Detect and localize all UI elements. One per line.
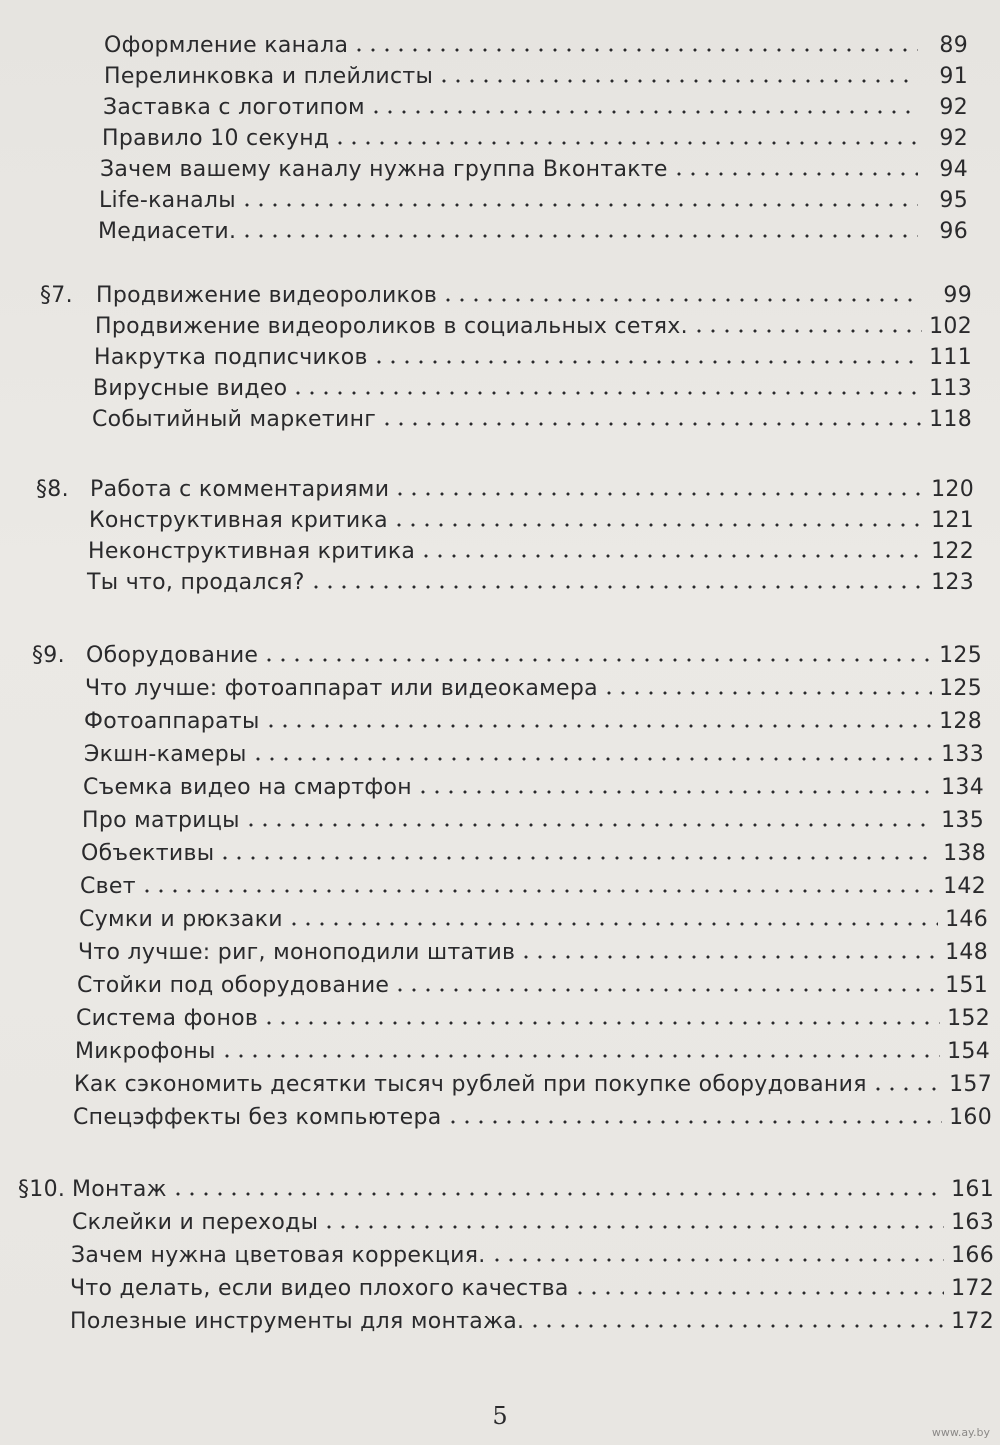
toc-entry — [0, 1302, 1000, 1335]
dot-leader — [372, 359, 922, 365]
toc-entry — [0, 183, 1000, 214]
toc-entry-title: Как сэкономить десятки тысяч рублей при покупке оборудования — [74, 1072, 867, 1097]
toc-entry-page: 113 — [929, 376, 972, 401]
toc-entry — [0, 152, 1000, 183]
toc-entry — [0, 669, 1000, 702]
dot-leader — [262, 657, 932, 663]
dot-leader — [240, 233, 918, 239]
toc-entry-title: Что лучше: фотоаппарат или видеокамера — [85, 676, 598, 701]
toc-entry-page: 152 — [947, 1006, 990, 1031]
toc-entry-title: Зачем нужна цветовая коррекция. — [71, 1243, 486, 1268]
toc-entry — [0, 309, 1000, 340]
toc-entry-page: 128 — [939, 709, 982, 734]
dot-leader — [871, 1086, 942, 1092]
toc-entry — [0, 801, 1000, 834]
toc-entry-title: Свет — [80, 874, 136, 899]
toc-section-8 — [0, 472, 1000, 596]
toc-entry-page: 157 — [949, 1072, 992, 1097]
toc-entry-title: Сумки и рюкзаки — [79, 907, 283, 932]
toc-entry — [0, 702, 1000, 735]
toc-entry-title: Что делать, если видео плохого качества — [70, 1276, 569, 1301]
toc-entry-page: 151 — [945, 973, 988, 998]
dot-leader — [573, 1290, 944, 1296]
dot-leader — [309, 584, 924, 590]
toc-entry-title: Конструктивная критика — [89, 508, 388, 533]
dot-leader — [322, 1224, 944, 1230]
toc-chapter-title: Работа с комментариями — [90, 477, 390, 502]
toc-entry-title: Что лучше: риг, моноподили штатив — [78, 940, 516, 965]
toc-section-6 — [0, 28, 1000, 245]
toc-entry — [0, 834, 1000, 867]
toc-entry-page: 163 — [951, 1210, 994, 1235]
toc-entry — [0, 371, 1000, 402]
toc-entry-page: 94 — [939, 157, 968, 182]
toc-chapter-title: Оборудование — [86, 643, 259, 668]
toc-chapter-row — [0, 1170, 1000, 1203]
toc-entry-page: 148 — [945, 940, 988, 965]
toc-entry-title: Продвижение видеороликов в социальных сетях. — [95, 314, 688, 339]
toc-entry-page: 91 — [939, 64, 968, 89]
toc-entry — [0, 28, 1000, 59]
toc-entry-title: Перелинковка и плейлисты — [104, 64, 434, 89]
toc-entry-page: 172 — [951, 1309, 994, 1334]
toc-entry-page: 154 — [947, 1039, 990, 1064]
toc-entry-page: 120 — [931, 477, 974, 502]
toc-entry-page: 118 — [929, 407, 972, 432]
toc-entry-page: 146 — [945, 907, 988, 932]
toc-entry — [0, 402, 1000, 433]
toc-entry — [0, 1203, 1000, 1236]
toc-entry-title: Вирусные видео — [93, 376, 288, 401]
dot-leader — [171, 1191, 944, 1197]
toc-entry-title: Стойки под оборудование — [77, 973, 390, 998]
toc-entry — [0, 1098, 1000, 1131]
toc-entry — [0, 1032, 1000, 1065]
dot-leader — [692, 328, 922, 334]
toc-entry-page: 161 — [951, 1177, 994, 1202]
toc-entry-title: Заставка с логотипом — [103, 95, 365, 120]
toc-entry-title: Склейки и переходы — [72, 1210, 319, 1235]
toc-entry-page: 125 — [939, 676, 982, 701]
toc-entry-page: 96 — [939, 219, 968, 244]
toc-entry-page: 111 — [929, 345, 972, 370]
toc-entry-page: 138 — [943, 841, 986, 866]
toc-entry — [0, 534, 1000, 565]
dot-leader — [602, 690, 932, 696]
toc-entry — [0, 900, 1000, 933]
toc-entry-title: Накрутка подписчиков — [94, 345, 368, 370]
toc-entry-title: Событийный маркетинг — [92, 407, 377, 432]
toc-entry-page: 166 — [951, 1243, 994, 1268]
toc-chapter-row — [0, 636, 1000, 669]
toc-entry-title: Про матрицы — [82, 808, 240, 833]
toc-section-10 — [0, 1170, 1000, 1335]
toc-entry-page: 160 — [949, 1105, 992, 1130]
dot-leader — [251, 756, 934, 762]
dot-leader — [244, 822, 934, 828]
page-number: 5 — [492, 1402, 508, 1430]
dot-leader — [528, 1323, 944, 1329]
dot-leader — [140, 888, 936, 894]
toc-entry — [0, 768, 1000, 801]
dot-leader — [369, 109, 918, 115]
toc-entry-page: 172 — [951, 1276, 994, 1301]
toc-entry-page: 89 — [939, 33, 968, 58]
toc-entry-title: Зачем вашему каналу нужна группа Вконтакте — [100, 157, 668, 182]
dot-leader — [393, 491, 924, 497]
dot-leader — [416, 789, 934, 795]
toc-entry — [0, 565, 1000, 596]
toc-entry — [0, 1065, 1000, 1098]
toc-entry-page: 123 — [931, 570, 974, 595]
dot-leader — [672, 171, 918, 177]
chapter-number: §8. — [36, 477, 69, 502]
toc-entry-page: 125 — [939, 643, 982, 668]
toc-entry-title: Спецэффекты без компьютера — [73, 1105, 442, 1130]
dot-leader — [240, 202, 918, 208]
toc-entry-page: 134 — [941, 775, 984, 800]
dot-leader — [419, 553, 924, 559]
toc-entry-page: 142 — [943, 874, 986, 899]
toc-entry-page: 99 — [943, 283, 972, 308]
dot-leader — [264, 723, 932, 729]
toc-entry-title: Микрофоны — [75, 1039, 216, 1064]
toc-entry-page: 102 — [929, 314, 972, 339]
toc-entry-title: Оформление канала — [104, 33, 349, 58]
toc-entry — [0, 999, 1000, 1032]
toc-entry-title: Экшн-камеры — [84, 742, 247, 767]
toc-entry — [0, 735, 1000, 768]
dot-leader — [220, 1053, 940, 1059]
dot-leader — [287, 921, 938, 927]
toc-entry-title: Медиасети. — [98, 219, 237, 244]
chapter-number: §9. — [32, 643, 65, 668]
toc-entry-title: Фотоаппараты — [84, 709, 260, 734]
dot-leader — [446, 1119, 942, 1125]
toc-entry — [0, 966, 1000, 999]
toc-entry-page: 92 — [939, 95, 968, 120]
toc-entry-page: 135 — [941, 808, 984, 833]
dot-leader — [392, 522, 924, 528]
dot-leader — [393, 987, 938, 993]
toc-entry-title: Правило 10 секунд — [102, 126, 330, 151]
toc-entry-title: Система фонов — [76, 1006, 259, 1031]
toc-entry-title: Life-каналы — [99, 188, 236, 213]
toc-entry-page: 133 — [941, 742, 984, 767]
toc-chapter-title: Монтаж — [72, 1177, 167, 1202]
toc-chapter-row — [0, 278, 1000, 309]
toc-entry-page: 92 — [939, 126, 968, 151]
toc-section-7 — [0, 278, 1000, 433]
dot-leader — [519, 954, 938, 960]
toc-entry — [0, 340, 1000, 371]
toc-entry-page: 95 — [939, 188, 968, 213]
toc-section-9 — [0, 636, 1000, 1131]
chapter-number: §7. — [40, 283, 73, 308]
toc-entry — [0, 90, 1000, 121]
toc-entry — [0, 503, 1000, 534]
toc-entry-title: Объективы — [81, 841, 215, 866]
dot-leader — [333, 140, 918, 146]
toc-entry-page: 121 — [931, 508, 974, 533]
toc-entry — [0, 1236, 1000, 1269]
watermark-text: www.ay.by — [931, 1426, 990, 1439]
toc-chapter-row — [0, 472, 1000, 503]
dot-leader — [291, 390, 922, 396]
toc-entry-title: Полезные инструменты для монтажа. — [70, 1309, 525, 1334]
toc-entry-title: Неконструктивная критика — [88, 539, 416, 564]
dot-leader — [262, 1020, 940, 1026]
dot-leader — [380, 421, 922, 427]
dot-leader — [437, 78, 918, 84]
toc-entry-page: 122 — [931, 539, 974, 564]
chapter-number: §10. — [18, 1177, 66, 1202]
dot-leader — [441, 297, 922, 303]
toc-entry — [0, 1269, 1000, 1302]
toc-chapter-title: Продвижение видеороликов — [96, 283, 438, 308]
toc-entry — [0, 214, 1000, 245]
toc-entry — [0, 933, 1000, 966]
toc-entry-title: Ты что, продался? — [87, 570, 305, 595]
dot-leader — [218, 855, 936, 861]
toc-entry — [0, 59, 1000, 90]
toc-entry-title: Съемка видео на смартфон — [83, 775, 412, 800]
toc-entry — [0, 867, 1000, 900]
dot-leader — [352, 47, 918, 53]
toc-entry — [0, 121, 1000, 152]
dot-leader — [490, 1257, 944, 1263]
